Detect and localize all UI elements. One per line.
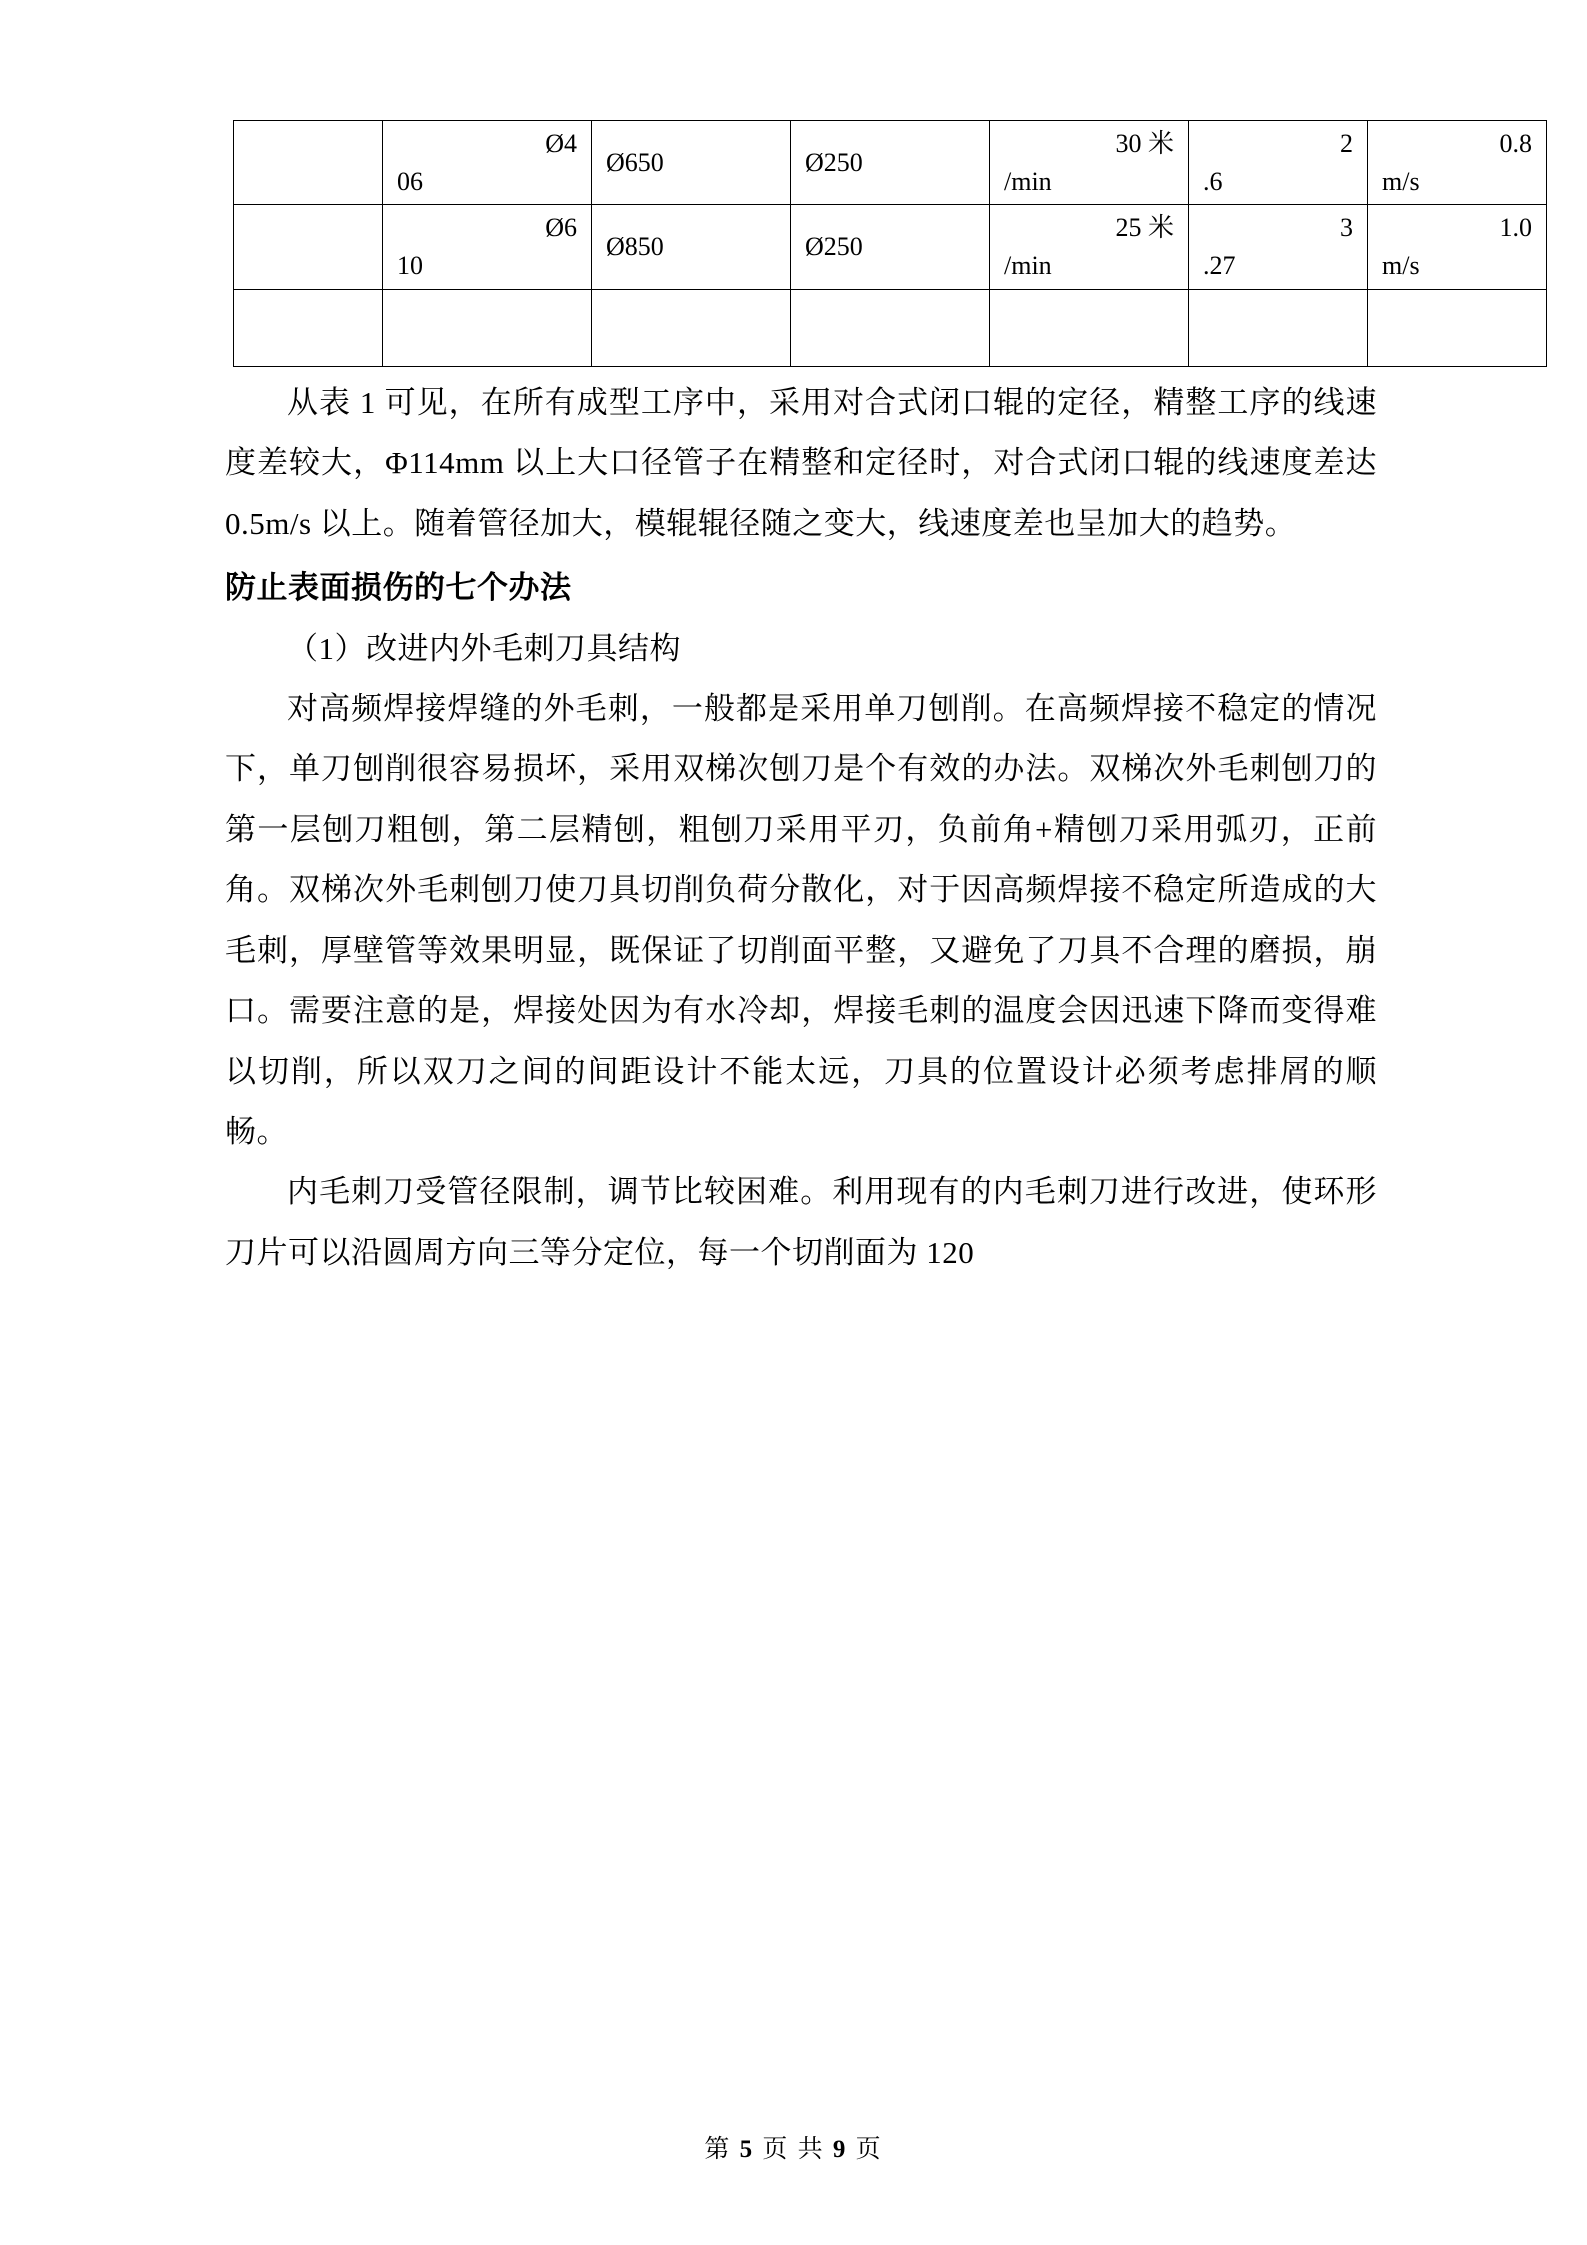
section-heading-seven-methods: 防止表面损伤的七个办法 [225, 570, 572, 606]
cell-linear-diff [1368, 205, 1547, 289]
cell-empty [990, 289, 1189, 366]
cell-line-1: Ø6 [545, 213, 577, 243]
footer-total-pages: 9 [832, 2136, 848, 2163]
page-footer [0, 2129, 1587, 2165]
cell-empty [1189, 289, 1368, 366]
cell-speed [990, 121, 1189, 205]
cell-line-2: .6 [1203, 166, 1223, 196]
cell-roll-outer: Ø650 [592, 121, 791, 205]
spec-table [233, 120, 1547, 367]
paragraph-table-summary: 从表 1 可见，在所有成型工序中，采用对合式闭口辊的定径，精整工序的线速度差较大，Φ114mm 以上大口径管子在精整和定径时，对合式闭口辊的线速度差达 0.5m/s 以上。随着管径加大，模辊辊径随之变大，线速度差也呈加大的趋势。 [225, 384, 1377, 541]
cell-empty [1368, 289, 1547, 366]
cell-ratio [1189, 121, 1368, 205]
cell-blank-1 [234, 121, 383, 205]
cell-empty [592, 289, 791, 366]
cell-line-2: m/s [1382, 166, 1420, 196]
paragraph-inner-burr-tool: 内毛刺刀受管径限制，调节比较困难。利用现有的内毛刺刀进行改进，使环形刀片可以沿圆周方向三等分定位，每一个切削面为 120 [225, 1174, 1377, 1270]
footer-middle: 页 共 [762, 2136, 825, 2163]
cell-pipe-size [383, 121, 592, 205]
cell-line-1: 30 米 [1115, 129, 1174, 158]
paragraph-outer-burr-tool: 对高频焊接焊缝的外毛刺，一般都是采用单刀刨削。在高频焊接不稳定的情况下，单刀刨削很容易损坏，采用双梯次刨刀是个有效的办法。双梯次外毛刺刨刀的第一层刨刀粗刨，第二层精刨，粗刨刀采用平刃，负前角+精刨刀采用弧刃，正前角。双梯次外毛刺刨刀使刀具切削负荷分散化，对于因高频焊接不稳定所造成的大毛刺，厚壁管等效果明显，既保证了切削面平整，又避免了刀具不合理的磨损，崩口。需要注意的是，焊接处因为有水冷却，焊接毛刺的温度会因迅速下降而变得难以切削，所以双刀之间的间距设计不能太远，刀具的位置设计必须考虑排屑的顺畅。 [225, 690, 1377, 1149]
table-row [234, 289, 1547, 366]
footer-current-page: 5 [739, 2136, 755, 2163]
cell-line-1: 2 [1340, 129, 1353, 158]
table-row [234, 205, 1547, 289]
cell-line-1: 3 [1340, 213, 1353, 243]
cell-line-2: m/s [1382, 251, 1420, 281]
cell-line-1: 25 米 [1115, 213, 1174, 243]
cell-line-1: 0.8 [1499, 129, 1532, 158]
cell-line-2: /min [1004, 251, 1052, 281]
cell-roll-inner: Ø250 [791, 121, 990, 205]
cell-roll-outer: Ø850 [592, 205, 791, 289]
cell-line-2: /min [1004, 166, 1052, 196]
footer-suffix: 页 [855, 2136, 883, 2163]
cell-linear-diff [1368, 121, 1547, 205]
cell-blank-2 [234, 205, 383, 289]
cell-line-2: 10 [397, 251, 423, 281]
cell-pipe-size [383, 205, 592, 289]
table-row [234, 121, 1547, 205]
cell-empty [791, 289, 990, 366]
cell-speed [990, 205, 1189, 289]
cell-empty [383, 289, 592, 366]
cell-line-1: 1.0 [1499, 213, 1532, 243]
cell-roll-inner: Ø250 [791, 205, 990, 289]
subsection-heading-tool-structure: （1）改进内外毛刺刀具结构 [287, 630, 681, 666]
cell-empty [234, 289, 383, 366]
cell-line-2: .27 [1203, 251, 1236, 281]
cell-line-2: 06 [397, 166, 423, 196]
cell-ratio [1189, 205, 1368, 289]
footer-prefix: 第 [704, 2136, 732, 2163]
cell-line-1: Ø4 [545, 129, 577, 158]
body-text [225, 373, 1377, 1284]
